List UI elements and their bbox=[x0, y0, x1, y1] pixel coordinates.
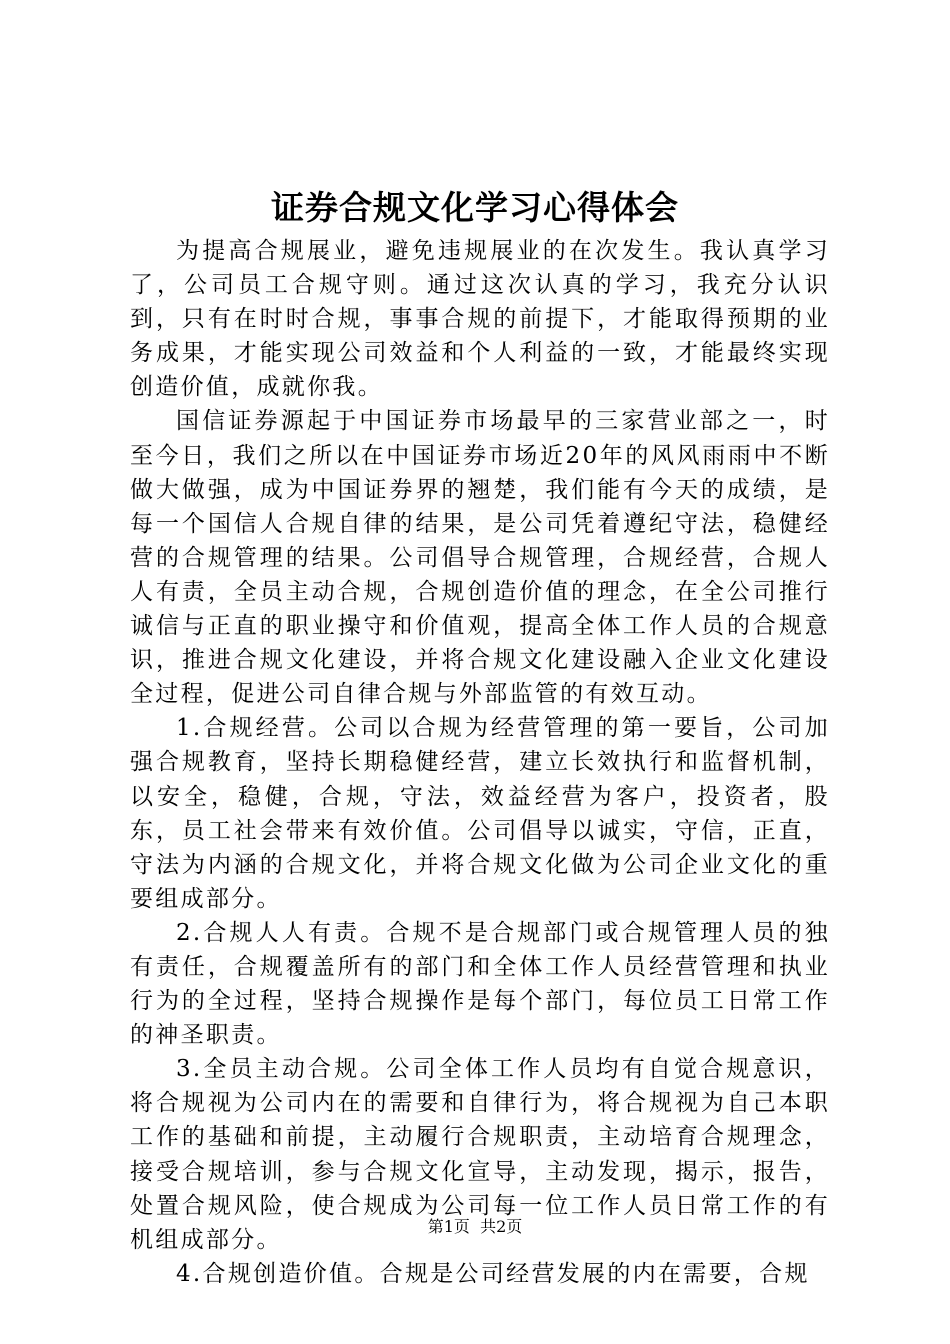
document-body bbox=[130, 234, 830, 1291]
page-footer: 第1页 共2页 bbox=[427, 1217, 523, 1236]
paragraph-point-4: 4.合规创造价值。合规是公司经营发展的内在需要，合规 bbox=[176, 1260, 810, 1287]
paragraph-intro: 为提高合规展业，避免违规展业的在次发生。我认真学习了，公司员工合规守则。通过这次认真的学习，我充分认识到，只有在时时合规，事事合规的前提下，才能取得预期的业务成果，才能实现公司效益和个人利益的一致，才能最终实现创造价值，成就你我。 bbox=[130, 238, 830, 401]
document-title: 证券合规文化学习心得体会 bbox=[271, 188, 679, 227]
paragraph-company-background: 国信证券源起于中国证券市场最早的三家营业部之一，时至今日，我们之所以在中国证券市场近20年的风风雨雨中不断做大做强，成为中国证券界的翘楚，我们能有今天的成绩，是每一个国信人合规自律的结果，是公司凭着遵纪守法，稳健经营的合规管理的结果。公司倡导合规管理，合规经营，合规人人有责，全员主动合规，合规创造价值的理念，在全公司推行诚信与正直的职业操守和价值观，提高全体工作人员的合规意识，推进合规文化建设，并将合规文化建设融入企业文化建设全过程，促进公司自律合规与外部监管的有效互动。 bbox=[130, 408, 830, 708]
paragraph-point-2: 2.合规人人有责。合规不是合规部门或合规管理人员的独有责任，合规覆盖所有的部门和全体工作人员经营管理和执业行为的全过程，坚持合规操作是每个部门，每位员工日常工作的神圣职责。 bbox=[130, 919, 830, 1049]
paragraph-point-3: 3.全员主动合规。公司全体工作人员均有自觉合规意识，将合规视为公司内在的需要和自律行为，将合规视为自己本职工作的基础和前提，主动履行合规职责，主动培育合规理念，接受合规培训，参与合规文化宣导，主动发现，揭示，报告，处置合规风险，使合规成为公司每一位工作人员日常工作的有机组成部分。 bbox=[130, 1056, 830, 1253]
paragraph-point-1: 1.合规经营。公司以合规为经营管理的第一要旨，公司加强合规教育，坚持长期稳健经营，建立长效执行和监督机制，以安全，稳健，合规，守法，效益经营为客户，投资者，股东，员工社会带来有效价值。公司倡导以诚实，守信，正直，守法为内涵的合规文化，并将合规文化做为公司企业文化的重要组成部分。 bbox=[130, 715, 830, 912]
